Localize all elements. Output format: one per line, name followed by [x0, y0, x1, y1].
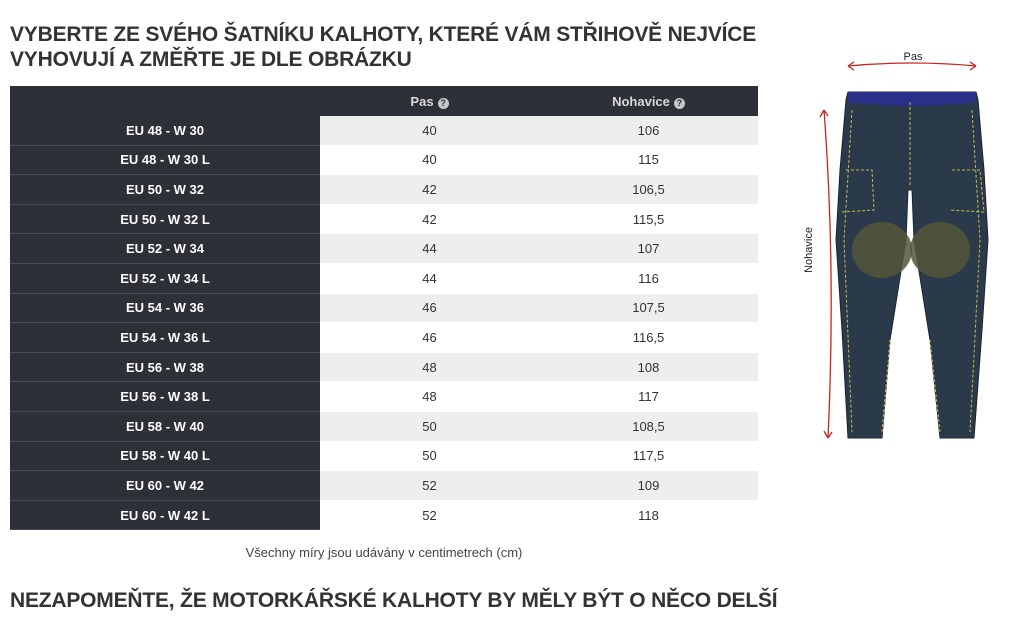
column-header-nohavice[interactable]: [539, 86, 758, 116]
table-row: [10, 145, 758, 175]
help-icon[interactable]: ?: [674, 98, 685, 109]
nohavice-value-cell: 107,5: [539, 293, 758, 323]
nohavice-value-cell: 117,5: [539, 441, 758, 471]
pas-value-cell: 50: [320, 441, 539, 471]
size-label-cell: EU 56 - W 38 L: [10, 382, 320, 412]
table-row: [10, 500, 758, 530]
table-body: [10, 116, 758, 530]
size-guide-heading: VYBERTE ZE SVÉHO ŠATNÍKU KALHOTY, KTERÉ VÁM STŘIHOVĚ NEJVÍCE VYHOVUJÍ A ZMĚŘTE JE DLE OBRÁZKU: [10, 23, 757, 71]
table-row: [10, 441, 758, 471]
pants-icon: [836, 92, 988, 438]
pas-value-cell: 48: [320, 352, 539, 382]
size-label-cell: EU 58 - W 40 L: [10, 441, 320, 471]
size-table: [10, 86, 758, 530]
size-label-cell: EU 50 - W 32 L: [10, 204, 320, 234]
column-header-label: Pas: [410, 93, 434, 109]
pas-value-cell: 44: [320, 263, 539, 293]
size-label-cell: EU 60 - W 42 L: [10, 500, 320, 530]
table-row: [10, 352, 758, 382]
nohavice-value-cell: 109: [539, 471, 758, 501]
table-row: [10, 234, 758, 264]
waist-label: Pas: [903, 51, 923, 63]
units-note: Všechny míry jsou udávány v centimetrech (cm): [245, 545, 523, 560]
table-row: [10, 471, 758, 501]
size-label-cell: EU 52 - W 34 L: [10, 263, 320, 293]
nohavice-value-cell: 118: [539, 500, 758, 530]
nohavice-value-cell: 108,5: [539, 411, 758, 441]
nohavice-value-cell: 116: [539, 263, 758, 293]
nohavice-value-cell: 116,5: [539, 323, 758, 353]
pas-value-cell: 40: [320, 116, 539, 145]
table-row: [10, 411, 758, 441]
size-label-cell: EU 56 - W 38: [10, 352, 320, 382]
nohavice-value-cell: 117: [539, 382, 758, 412]
size-label-cell: EU 48 - W 30 L: [10, 145, 320, 175]
size-label-cell: EU 58 - W 40: [10, 411, 320, 441]
pas-value-cell: 50: [320, 411, 539, 441]
pants-illustration: [790, 40, 1010, 450]
header-corner: [10, 86, 320, 116]
pas-value-cell: 48: [320, 382, 539, 412]
size-label-cell: EU 54 - W 36: [10, 293, 320, 323]
pas-value-cell: 46: [320, 323, 539, 353]
nohavice-value-cell: 107: [539, 234, 758, 264]
leg-label: Nohavice: [803, 227, 815, 273]
size-label-cell: EU 52 - W 34: [10, 234, 320, 264]
size-label-cell: EU 60 - W 42: [10, 471, 320, 501]
nohavice-value-cell: 106,5: [539, 175, 758, 205]
pas-value-cell: 42: [320, 204, 539, 234]
column-header-pas[interactable]: [320, 86, 539, 116]
waist-arrow-icon: [848, 62, 976, 70]
table-row: [10, 382, 758, 412]
column-header-label: Nohavice: [612, 93, 670, 109]
table-row: [10, 204, 758, 234]
pas-value-cell: 44: [320, 234, 539, 264]
pas-value-cell: 46: [320, 293, 539, 323]
pas-value-cell: 52: [320, 471, 539, 501]
nohavice-value-cell: 108: [539, 352, 758, 382]
secondary-heading: NEZAPOMEŇTE, ŽE MOTORKÁŘSKÉ KALHOTY BY MĚLY BÝT O NĚCO DELŠÍ: [10, 589, 778, 612]
nohavice-value-cell: 106: [539, 116, 758, 145]
table-row: [10, 263, 758, 293]
nohavice-value-cell: 115: [539, 145, 758, 175]
size-label-cell: EU 50 - W 32: [10, 175, 320, 205]
size-label-cell: EU 54 - W 36 L: [10, 323, 320, 353]
pas-value-cell: 40: [320, 145, 539, 175]
table-row: [10, 175, 758, 205]
help-icon[interactable]: ?: [438, 98, 449, 109]
pas-value-cell: 42: [320, 175, 539, 205]
pants-measurement-figure: [790, 40, 1010, 450]
table-row: [10, 293, 758, 323]
leg-length-arrow-icon: [820, 110, 832, 438]
table-header-row: [10, 86, 758, 116]
table-row: [10, 116, 758, 145]
pas-value-cell: 52: [320, 500, 539, 530]
table-row: [10, 323, 758, 353]
size-label-cell: EU 48 - W 30: [10, 116, 320, 145]
nohavice-value-cell: 115,5: [539, 204, 758, 234]
